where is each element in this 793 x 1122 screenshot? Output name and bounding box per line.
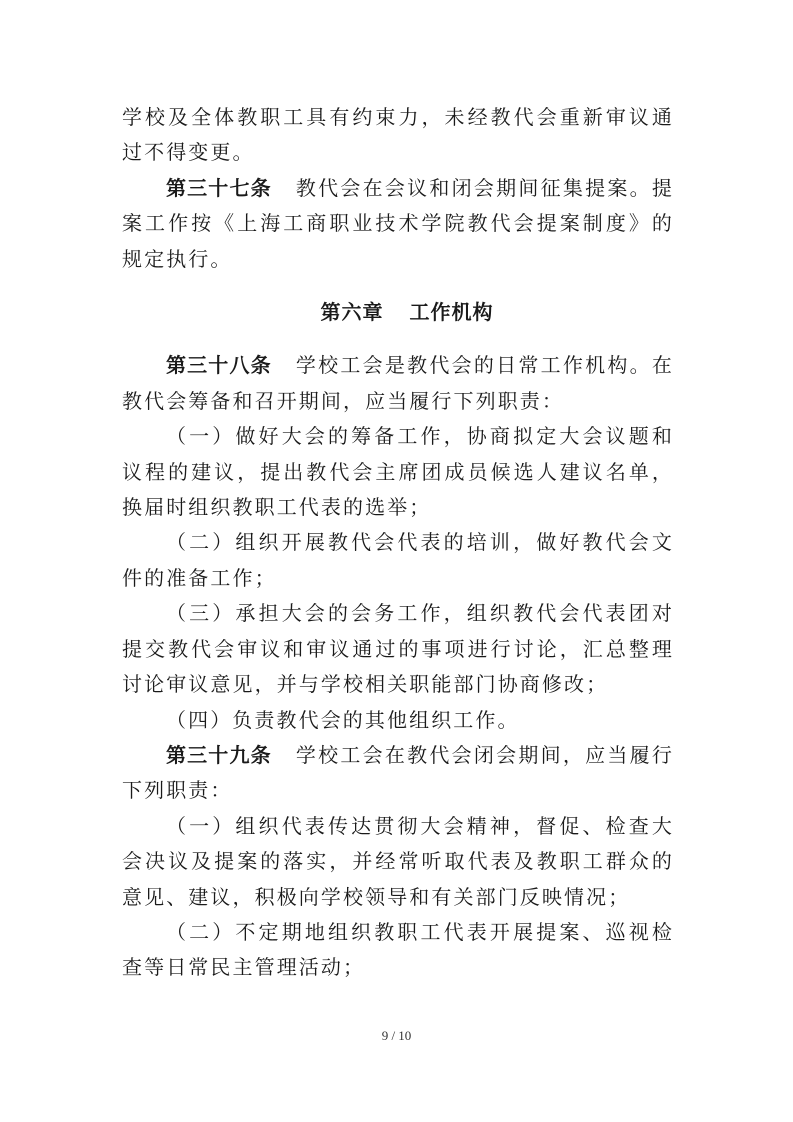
list-item-text: （二）组织开展教代会代表的培训，做好教代会文件的准备工作； [122, 530, 674, 590]
paragraph-continuation [122, 100, 674, 171]
list-item [122, 703, 674, 738]
list-item-text: （四）负责教代会的其他组织工作。 [166, 707, 520, 732]
article-text: 学校工会是教代会的日常工作机构。在教代会筹备和召开期间，应当履行下列职责： [122, 353, 674, 413]
document-body [122, 100, 674, 986]
article-37 [122, 171, 674, 277]
list-item [122, 419, 674, 525]
article-text: 教代会在会议和闭会期间征集提案。提案工作按《上海工商职业技术学院教代会提案制度》的规定执行。 [122, 175, 674, 271]
article-38 [122, 348, 674, 419]
paragraph-text: 学校及全体教职工具有约束力，未经教代会重新审议通过不得变更。 [122, 105, 674, 165]
page-number: 9 / 10 [381, 1028, 412, 1043]
list-item-text: （一）组织代表传达贯彻大会精神，督促、检查大会决议及提案的落实，并经常听取代表及教职工群众的意见、建议，积极向学校领导和有关部门反映情况； [122, 813, 674, 909]
list-item-text: （一）做好大会的筹备工作，协商拟定大会议题和议程的建议，提出教代会主席团成员候选人建议名单，换届时组织教职工代表的选举； [122, 424, 674, 520]
list-item-text: （二）不定期地组织教职工代表开展提案、巡视检查等日常民主管理活动； [122, 919, 674, 980]
article-39 [122, 738, 674, 809]
article-number: 第三十九条 [166, 742, 272, 767]
article-number: 第三十七条 [166, 175, 272, 200]
list-item-text: （三）承担大会的会务工作，组织教代会代表团对提交教代会审议和审议通过的事项进行讨论，汇总整理讨论审议意见，并与学校相关职能部门协商修改； [122, 601, 674, 697]
chapter-heading [122, 295, 674, 330]
list-item [122, 525, 674, 596]
article-text: 学校工会在教代会闭会期间，应当履行下列职责： [122, 742, 674, 803]
chapter-title: 工作机构 [409, 300, 494, 325]
article-number: 第三十八条 [166, 353, 272, 378]
list-item [122, 596, 674, 702]
list-item [122, 809, 674, 915]
list-item [122, 915, 674, 986]
chapter-number: 第六章 [320, 300, 384, 325]
